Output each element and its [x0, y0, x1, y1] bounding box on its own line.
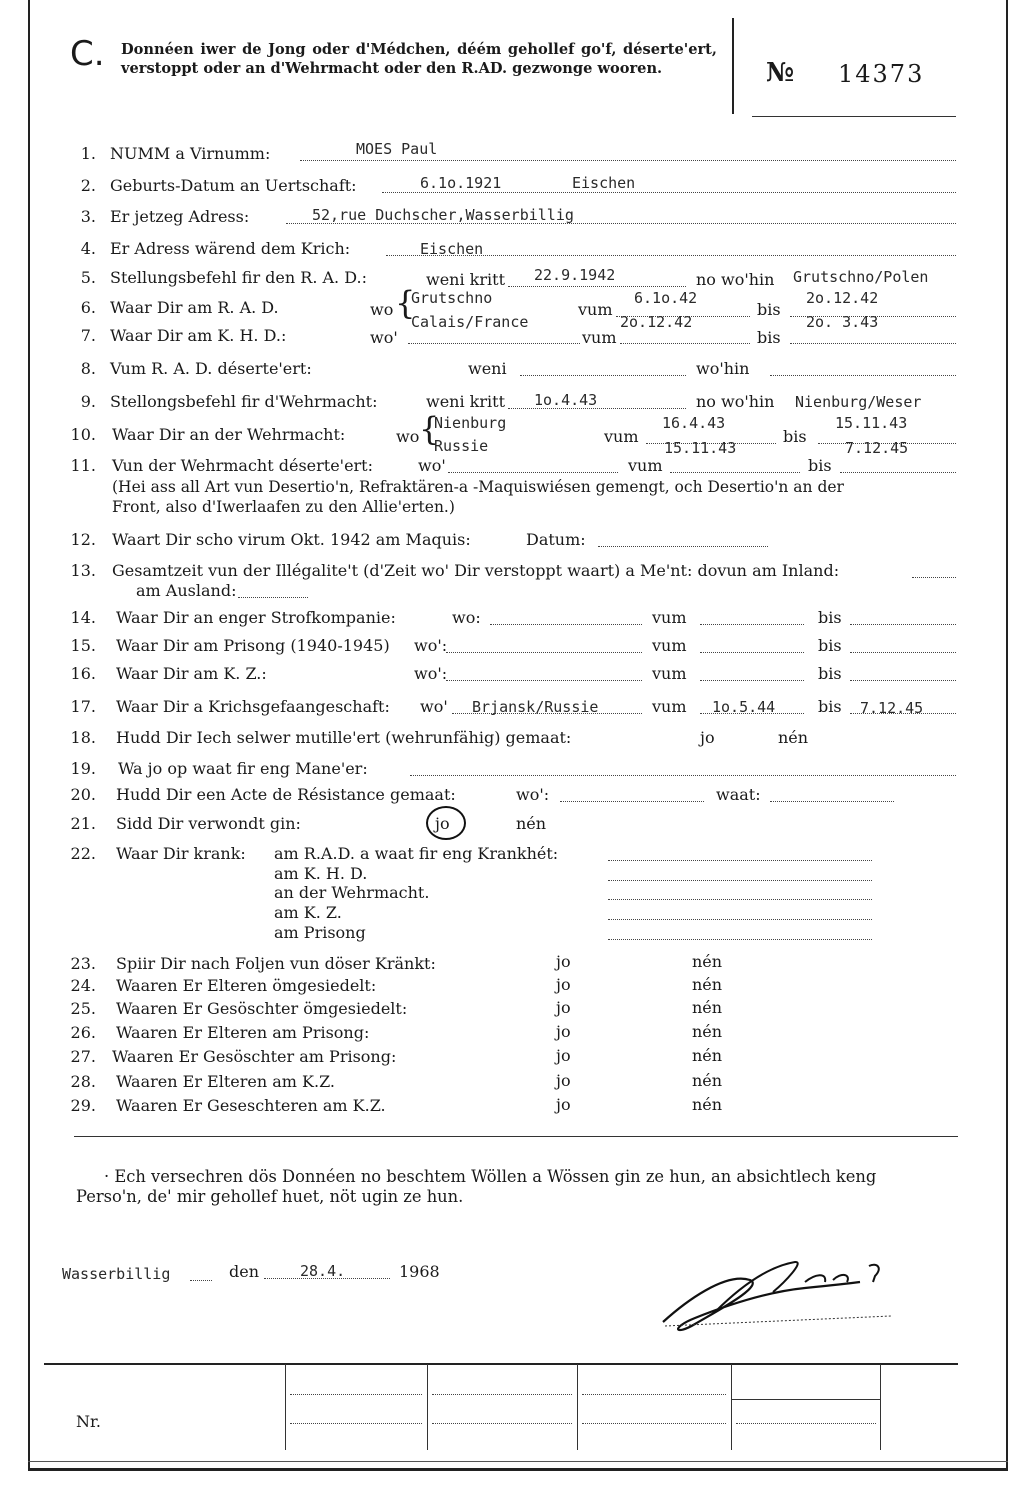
item-number: 20. [70, 785, 96, 804]
prison-wo-label: wo': [414, 636, 448, 655]
illegality-abroad-line [238, 597, 308, 598]
footer-cell-dots [432, 1394, 572, 1395]
page-border-bottom [28, 1468, 1008, 1471]
khd-bis-label: bis [757, 328, 781, 347]
pow-wo-label: wo' [420, 697, 448, 716]
kz-wo-line [446, 680, 642, 681]
item-number: 21. [70, 814, 96, 833]
date-den-label: den [229, 1262, 260, 1281]
item-number: 27. [70, 1047, 96, 1066]
mutilation-jo-option[interactable]: jo [700, 728, 715, 747]
mutilation-nen-option[interactable]: nén [778, 728, 809, 747]
page-border-left [28, 0, 30, 1470]
item-number: 24. [70, 976, 96, 995]
item-number: 12. [70, 530, 96, 549]
rad-desert-weni-line [520, 375, 686, 376]
header-divider [732, 18, 734, 114]
item-number: 22. [70, 844, 96, 863]
signature-image [655, 1252, 895, 1342]
footer-cell-dots [290, 1394, 422, 1395]
wehrmacht-wo-value-2[interactable]: Russie [434, 437, 489, 455]
siblings-prison-label: Waaren Er Gesöschter am Prisong: [112, 1047, 397, 1066]
rad-vum-label: vum [578, 300, 613, 319]
footer-cell-line [731, 1399, 881, 1400]
item-number: 28. [70, 1072, 96, 1091]
wehrmacht-weni-value[interactable]: 1o.4.43 [534, 391, 598, 409]
wehrmacht-vum-value-1[interactable]: 16.4.43 [662, 414, 726, 432]
parents-kz-jo-option[interactable]: jo [556, 1071, 571, 1090]
parents-kz-nen-option[interactable]: nén [692, 1071, 723, 1090]
rad-wo-label: wo [370, 300, 394, 319]
item-number: 6. [80, 298, 96, 317]
siblings-kz-label: Waaren Er Geseschteren am K.Z. [116, 1096, 386, 1115]
maquis-label: Waart Dir scho virum Okt. 1942 am Maquis: [112, 530, 471, 549]
birth-line [382, 192, 956, 193]
kz-vum-label: vum [652, 664, 687, 683]
rad-weni-value[interactable]: 22.9.1942 [534, 266, 616, 284]
name-line [300, 160, 956, 161]
parents-prison-label: Waaren Er Elteren am Prisong: [116, 1023, 370, 1042]
header-underline [752, 116, 956, 117]
kz-bis-line [850, 680, 956, 681]
maquis-datum-label: Datum: [526, 530, 586, 549]
footer-cell-dots [290, 1423, 422, 1424]
page-border-bottom-inner [28, 1461, 1008, 1462]
illegality-abroad-label: am Ausland: [136, 581, 237, 600]
consequences-nen-option[interactable]: nén [692, 952, 723, 971]
penal-company-bis-line [850, 624, 956, 625]
rad-label: Waar Dir am R. A. D. [110, 298, 279, 317]
wehrmacht-desert-wo-label: wo' [418, 456, 446, 475]
item-number: 4. [80, 239, 96, 258]
wounded-jo-option[interactable]: jo [435, 814, 450, 833]
prison-vum-label: vum [652, 636, 687, 655]
rad-desert-label: Vum R. A. D. déserte'ert: [110, 359, 312, 378]
item-number: 18. [70, 728, 96, 747]
sick-label: Waar Dir krank: [116, 844, 246, 863]
sick-khd-line [608, 880, 872, 881]
khd-wo-label: wo' [370, 328, 398, 347]
rad-wo-value-1[interactable]: Grutschno [411, 289, 493, 307]
sick-khd-label: am K. H. D. [274, 864, 368, 883]
item-number: 9. [80, 392, 96, 411]
war-address-label: Er Adress wärend dem Krich: [110, 239, 351, 258]
footer-top-line [44, 1363, 958, 1365]
wounded-nen-option[interactable]: nén [516, 814, 547, 833]
birth-date-value[interactable]: 6.1o.1921 [420, 174, 502, 192]
war-address-value[interactable]: Eischen [420, 240, 484, 258]
rad-vum-value-2[interactable]: 2o.12.42 [620, 313, 693, 331]
wehrmacht-desert-bis-label: bis [808, 456, 832, 475]
prison-label: Waar Dir am Prisong (1940-1945) [116, 636, 390, 655]
sick-kz-label: am K. Z. [274, 903, 342, 922]
rad-wohin-value[interactable]: Grutschno/Polen [793, 268, 929, 286]
section-title: Donnéen iwer de Jong oder d'Médchen, déém gehollef go'f, déserte'ert, verstoppt oder an d'Wehrmacht oder den R.AD. gezwonge wooren. [121, 41, 717, 77]
mutilation-label: Hudd Dir Iech selwer mutille'ert (wehrunfähig) gemaat: [116, 728, 572, 747]
pow-label: Waar Dir a Krichsgefaangeschaft: [116, 697, 390, 716]
item-number: 1. [80, 144, 96, 163]
footer-column-divider [577, 1364, 578, 1450]
manner-line [410, 775, 956, 776]
consequences-jo-option[interactable]: jo [556, 952, 571, 971]
desertion-note-2: Front, also d'Iwerlaafen zu den Allie'erten.) [112, 498, 455, 516]
item-number: 3. [80, 207, 96, 226]
siblings-resettled-label: Waaren Er Gesöschter ömgesiedelt: [116, 999, 408, 1018]
wehrmacht-bis-value-2[interactable]: 7.12.45 [845, 439, 909, 457]
wehrmacht-bis-value-1[interactable]: 15.11.43 [835, 414, 908, 432]
resistance-waat-line [770, 801, 894, 802]
signature-place[interactable]: Wasserbillig [62, 1265, 171, 1283]
rad-desert-weni-label: weni [468, 359, 507, 378]
item-number: 8. [80, 359, 96, 378]
parents-prison-nen-option[interactable]: nén [692, 1022, 723, 1041]
address-label: Er jetzeg Adress: [110, 207, 250, 226]
address-value[interactable]: 52,rue Duchscher,Wasserbillig [312, 206, 574, 224]
wehrmacht-order-label: Stellongsbefehl fir d'Wehrmacht: [110, 392, 378, 411]
footer-cell-dots [736, 1423, 876, 1424]
item-number: 2. [80, 176, 96, 195]
resistance-waat-label: waat: [716, 785, 761, 804]
rad-desert-wohin-label: wo'hin [696, 359, 750, 378]
rad-wohin-label: no wo'hin [696, 270, 775, 289]
item-number: 23. [70, 954, 96, 973]
item-number: 17. [70, 697, 96, 716]
rad-order-label: Stellungsbefehl fir den R. A. D.: [110, 268, 367, 287]
wehrmacht-wo-value-1[interactable]: Nienburg [434, 414, 507, 432]
wehrmacht-desert-vum-label: vum [628, 456, 663, 475]
sick-prison-line [608, 939, 872, 940]
parents-resettled-label: Waaren Er Elteren ömgesiedelt: [116, 976, 377, 995]
declaration-line-1: · Ech versechren dös Donnéen no beschtem Wöllen a Wössen gin ze hun, an absichtlech keng [104, 1167, 877, 1186]
siblings-resettled-jo-option[interactable]: jo [556, 998, 571, 1017]
consequences-label: Spiir Dir nach Folјen vun döser Kränkt: [116, 954, 436, 973]
pow-vum-label: vum [652, 697, 687, 716]
rad-weni-label: weni kritt [426, 270, 505, 289]
page-border-right [1006, 0, 1008, 1470]
name-label: NUMM a Virnumm: [110, 144, 271, 163]
siblings-resettled-nen-option[interactable]: nén [692, 998, 723, 1017]
sick-wehrmacht-line [608, 899, 872, 900]
item-number: 7. [80, 326, 96, 345]
kz-bis-label: bis [818, 664, 842, 683]
wehrmacht-desert-vum-line [670, 472, 800, 473]
parents-resettled-jo-option[interactable]: jo [556, 975, 571, 994]
rad-bis-value-2[interactable]: 2o. 3.43 [806, 313, 879, 331]
section-divider [74, 1136, 958, 1137]
parents-kz-label: Waaren Er Elteren am K.Z. [116, 1072, 336, 1091]
sick-kz-line [608, 919, 872, 920]
parents-resettled-nen-option[interactable]: nén [692, 975, 723, 994]
footer-column-divider [427, 1364, 428, 1450]
pow-wo-value[interactable]: Brjansk/Russie [472, 698, 599, 716]
penal-company-wo-line [490, 624, 642, 625]
number-label: № [766, 58, 795, 88]
form-number: 14373 [838, 60, 925, 88]
prison-bis-label: bis [818, 636, 842, 655]
pow-vum-value[interactable]: 1o.5.44 [712, 698, 776, 716]
item-number: 19. [70, 759, 96, 778]
wehrmacht-label: Waar Dir an der Wehrmacht: [112, 425, 346, 444]
khd-vum-line [620, 343, 750, 344]
footer-cell-dots [582, 1423, 726, 1424]
footer-column-divider [880, 1364, 881, 1450]
wehrmacht-desert-label: Vun der Wehrmacht déserte'ert: [112, 456, 373, 475]
wehrmacht-bis-label: bis [783, 427, 807, 446]
sick-rad-line [608, 860, 872, 861]
rad-vum-value-1[interactable]: 6.1o.42 [634, 289, 698, 307]
item-number: 10. [70, 425, 96, 444]
kz-vum-line [700, 680, 804, 681]
rad-brace: { [395, 284, 416, 322]
kz-label: Waar Dir am K. Z.: [116, 664, 267, 683]
wehrmacht-vum-label: vum [604, 427, 639, 446]
birth-label: Geburts-Datum an Uertschaft: [110, 176, 357, 195]
name-value[interactable]: MOES Paul [356, 140, 438, 158]
illegality-inland-line [912, 577, 956, 578]
wounded-label: Sidd Dir verwondt gin: [116, 814, 301, 833]
wehrmacht-wohin-value[interactable]: Nienburg/Weser [795, 393, 922, 411]
resistance-wo-label: wo': [516, 785, 550, 804]
wehrmacht-desert-wo-line [448, 472, 618, 473]
prison-wo-line [446, 652, 642, 653]
siblings-prison-jo-option[interactable]: jo [556, 1046, 571, 1065]
footer-column-divider [285, 1364, 286, 1450]
khd-label: Waar Dir am K. H. D.: [110, 326, 287, 345]
penal-company-vum-label: vum [652, 608, 687, 627]
sick-wehrmacht-label: an der Wehrmacht. [274, 883, 430, 902]
footer-cell-dots [432, 1423, 572, 1424]
signature-date[interactable]: 28.4. [300, 1262, 346, 1280]
item-number: 11. [70, 456, 96, 475]
siblings-prison-nen-option[interactable]: nén [692, 1046, 723, 1065]
siblings-kz-jo-option[interactable]: jo [556, 1095, 571, 1114]
resistance-label: Hudd Dir een Acte de Résistance gemaat: [116, 785, 456, 804]
prison-vum-line [700, 652, 804, 653]
rad-bis-value-1[interactable]: 2o.12.42 [806, 289, 879, 307]
item-number: 5. [80, 268, 96, 287]
rad-desert-wohin-line [770, 375, 956, 376]
footer-cell-dots [582, 1394, 726, 1395]
maquis-datum-line [598, 546, 768, 547]
wehrmacht-wohin-label: no wo'hin [696, 392, 775, 411]
item-number: 14. [70, 608, 96, 627]
penal-company-vum-line [700, 624, 804, 625]
penal-company-label: Waar Dir an enger Strofkompanie: [116, 608, 396, 627]
pow-bis-label: bis [818, 697, 842, 716]
footer-nr-label: Nr. [76, 1412, 101, 1431]
signature-year: 1968 [399, 1262, 440, 1281]
pow-bis-value[interactable]: 7.12.45 [860, 699, 924, 717]
item-number: 13. [70, 561, 96, 580]
item-number: 25. [70, 999, 96, 1018]
kz-wo-label: wo': [414, 664, 448, 683]
section-letter: C. [70, 34, 105, 74]
parents-prison-jo-option[interactable]: jo [556, 1022, 571, 1041]
manner-label: Wa jo op waat fir eng Mane'er: [118, 759, 368, 778]
item-number: 15. [70, 636, 96, 655]
footer-column-divider [731, 1364, 732, 1450]
desertion-note-1: (Hei ass all Art vun Desertio'n, Refraktären-a -Maquiswiésen gemengt, och Desertio'n an der [112, 478, 844, 496]
khd-vum-label: vum [582, 328, 617, 347]
wehrmacht-vum-value-2[interactable]: 15.11.43 [664, 439, 737, 457]
birth-place-value[interactable]: Eischen [572, 174, 636, 192]
rad-bis-label: bis [757, 300, 781, 319]
illegality-label: Gesamtzeit vun der Illégalite't (d'Zeit wo' Dir verstoppt waart) a Me'nt: dovun am Inland: [112, 561, 840, 580]
penal-company-wo-label: wo: [452, 608, 481, 627]
sick-prison-label: am Prisong [274, 923, 366, 942]
siblings-kz-nen-option[interactable]: nén [692, 1095, 723, 1114]
resistance-wo-line [560, 801, 704, 802]
wehrmacht-desert-bis-line [840, 472, 956, 473]
declaration-line-2: Perso'n, de' mir gehollef huet, nöt ugin ze hun. [76, 1187, 464, 1206]
rad-wo-value-2[interactable]: Calais/France [411, 313, 529, 331]
penal-company-bis-label: bis [818, 608, 842, 627]
wehrmacht-brace: { [419, 410, 440, 448]
item-number: 26. [70, 1023, 96, 1042]
item-number: 16. [70, 664, 96, 683]
khd-wo-line [408, 343, 580, 344]
prison-bis-line [850, 652, 956, 653]
item-number: 29. [70, 1096, 96, 1115]
rad-weni-line [508, 286, 686, 287]
place-line [190, 1280, 212, 1281]
khd-bis-line [790, 343, 956, 344]
sick-rad-label: am R.A.D. a waat fir eng Krankhét: [274, 844, 559, 863]
wehrmacht-wo-label: wo [396, 427, 420, 446]
wehrmacht-weni-label: weni kritt [426, 392, 505, 411]
